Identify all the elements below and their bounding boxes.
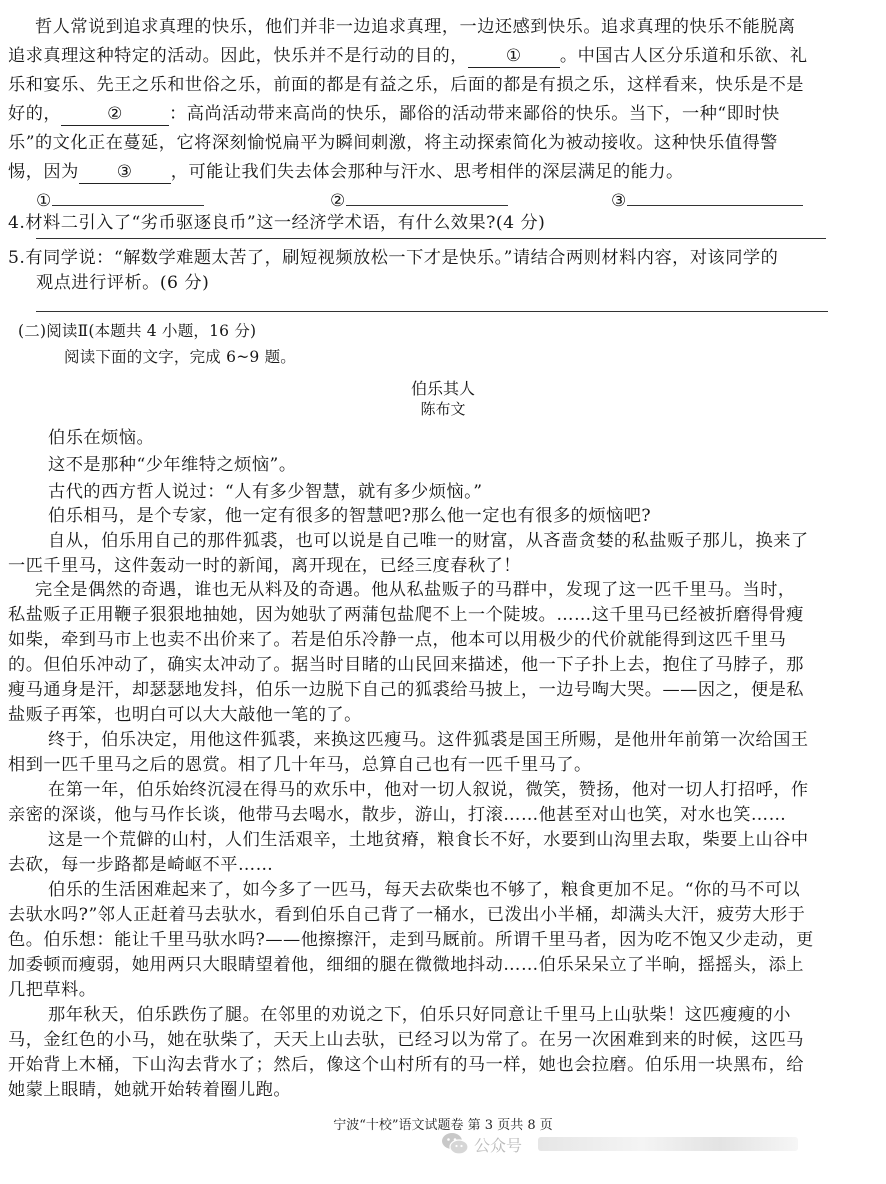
watermark-blur: [538, 1137, 798, 1151]
story-line: 相到一匹千里马之后的恩赏。相了几十年马，总算自己也有一匹千里马了。: [8, 755, 592, 775]
story-line: 完全是偶然的奇遇，谁也无从料及的奇遇。他从私盐贩子的马群中，发现了这一匹千里马。当时，: [35, 580, 796, 600]
question-5-line1: 5.有同学说：“解数学难题太苦了，刷短视频放松一下才是快乐。”请结合两则材料内容，对该同学的: [8, 248, 779, 268]
story-line: 那年秋天，伯乐跌伤了腿。在邻里的劝说之下，伯乐只好同意让千里马上山驮柴！这匹瘦瘦的小: [48, 1005, 791, 1025]
section-header: (二)阅读Ⅱ(本题共 4 小题，16 分): [18, 322, 257, 340]
story-line: 伯乐的生活困难起来了，如今多了一匹马，每天去砍柴也不够了，粮食更加不足。“你的马不可以: [48, 880, 801, 900]
story-line: 古代的西方哲人说过：“人有多少智慧，就有多少烦恼。”: [48, 482, 483, 502]
story-line: 一匹千里马，这件轰动一时的新闻，离开现在，已经三度春秋了！: [8, 556, 521, 576]
answer-line-q4[interactable]: [36, 238, 826, 239]
wechat-icon: [440, 1130, 470, 1158]
story-line: 伯乐相马，是个专家，他一定有很多的智慧吧?那么他一定也有很多的烦恼吧?: [48, 506, 652, 526]
passage1-line1: 哲人常说到追求真理的快乐，他们并非一边追求真理，一边还感到快乐。追求真理的快乐不能脱离: [35, 17, 796, 37]
answer-1-field[interactable]: [52, 185, 204, 206]
story-line: 这是一个荒僻的山村，人们生活艰辛，土地贫瘠，粮食长不好，水要到山沟里去取，柴要上山谷中: [48, 830, 809, 850]
passage1-line3: 乐和宴乐、先王之乐和世俗之乐，前面的都是有益之乐，后面的都是有损之乐，这样看来，快乐是不是: [8, 75, 804, 95]
story-line: 这不是那种“少年维特之烦恼”。: [48, 455, 297, 475]
story-line: 色。伯乐想：能让千里马驮水吗?——他擦擦汗，走到马厩前。所谓千里马者，因为吃不饱又少走动，更: [8, 930, 814, 950]
blank-2: ②: [61, 103, 169, 126]
story-line: 伯乐在烦恼。: [48, 428, 155, 448]
question-5-line2: 观点进行评析。(6 分): [36, 273, 210, 293]
answer-1-label: ①: [36, 191, 52, 211]
story-title: 伯乐其人: [410, 379, 475, 398]
watermark-text: 公众号: [474, 1135, 523, 1155]
passage1-line6-b: ，可能让我们失去体会那种与汗水、思考相伴的深层满足的能力。: [170, 162, 684, 182]
answer-2-field[interactable]: [346, 185, 508, 206]
blank-3: ③: [79, 161, 171, 184]
story-line: 她蒙上眼睛，她就开始转着圈儿跑。: [8, 1080, 292, 1100]
passage1-line5: 乐”的文化正在蔓延，它将深刻愉悦扁平为瞬间刺激，将主动探索简化为被动接收。这种快乐值得警: [8, 133, 778, 153]
story-line: 瘦马通身是汗，却瑟瑟地发抖，伯乐一边脱下自己的狐裘给马披上，一边号啕大哭。——因之，便是私: [8, 680, 804, 700]
question-4: 4.材料二引入了“劣币驱逐良币”这一经济学术语，有什么效果?(4 分): [8, 213, 546, 233]
story-line: 马，金红色的小马，她在驮柴了，天天上山去驮，已经习以为常了。在另一次困难到来的时候，这匹马: [8, 1030, 804, 1050]
story-line: 亲密的深谈，他与马作长谈，他带马去喝水，散步，游山，打滚……他甚至对山也笑，对水也笑……: [8, 805, 787, 825]
story-line: 加委顿而瘦弱，她用两只大眼睛望着他，细细的腿在微微地抖动……伯乐呆呆立了半晌，摇摇头，添上: [8, 955, 804, 975]
passage1-line4-b: ：高尚活动带来高尚的快乐，鄙俗的活动带来鄙俗的快乐。当下，一种“即时快: [169, 104, 780, 124]
story-line: 在第一年，伯乐始终沉浸在得马的欢乐中，他对一切人叙说，微笑，赞扬，他对一切人打招呼，作: [48, 780, 809, 800]
story-author: 陈布文: [420, 400, 466, 418]
answer-line-q5[interactable]: [36, 311, 828, 312]
passage1-line2: [8, 43, 808, 69]
answer-3-label: ③: [611, 191, 627, 211]
page-footer: 宁波“十校”语文试题卷 第 3 页共 8 页: [333, 1118, 553, 1133]
passage1-line2-b: 。中国古人区分乐道和乐欲、礼: [559, 46, 808, 66]
story-line: 盐贩子再笨，也明白可以大大敲他一笔的了。: [8, 705, 362, 725]
story-line: 去砍，每一步路都是崎岖不平……: [8, 855, 274, 875]
blank-1: ①: [468, 45, 560, 68]
section-instruction: 阅读下面的文字，完成 6~9 题。: [64, 348, 296, 366]
answer-3-field[interactable]: [627, 185, 803, 206]
answer-line-3[interactable]: [611, 185, 803, 214]
story-line: 私盐贩子正用鞭子狠狠地抽她，因为她驮了两蒲包盐爬不上一个陡坡。……这千里马已经被折磨得骨瘦: [8, 605, 804, 625]
passage1-line6: [8, 159, 684, 185]
passage1-line4-a: 好的，: [8, 104, 62, 124]
story-line: 终于，伯乐决定，用他这件狐裘，来换这匹瘦马。这件狐裘是国王所赐，是他卅年前第一次给国王: [48, 730, 809, 750]
watermark: [440, 1130, 798, 1158]
story-line: 的。但伯乐冲动了，确实太冲动了。据当时目睹的山民回来描述，他一下子扑上去，抱住了马脖子，那: [8, 655, 804, 675]
story-line: 自从，伯乐用自己的那件狐裘，也可以说是自己唯一的财富，从吝啬贪婪的私盐贩子那儿，换来了: [48, 531, 809, 551]
story-line: 去驮水吗?”邻人正赶着马去驮水，看到伯乐自己背了一桶水，已泼出小半桶，却满头大汗，疲劳大形于: [8, 905, 806, 925]
story-line: 几把草料。: [8, 980, 97, 1000]
passage1-line2-a: 追求真理这种特定的活动。因此，快乐并不是行动的目的，: [8, 46, 468, 66]
answer-2-label: ②: [330, 191, 346, 211]
passage1-line6-a: 惕，因为: [8, 162, 79, 182]
story-line: 开始背上木桶，下山沟去背水了；然后，像这个山村所有的马一样，她也会拉磨。伯乐用一块黑布，给: [8, 1055, 804, 1075]
story-line: 如柴，牵到马市上也卖不出价来了。若是伯乐冷静一点，他本可以用极少的代价就能得到这匹千里马: [8, 630, 787, 650]
passage1-line4: [8, 101, 780, 127]
